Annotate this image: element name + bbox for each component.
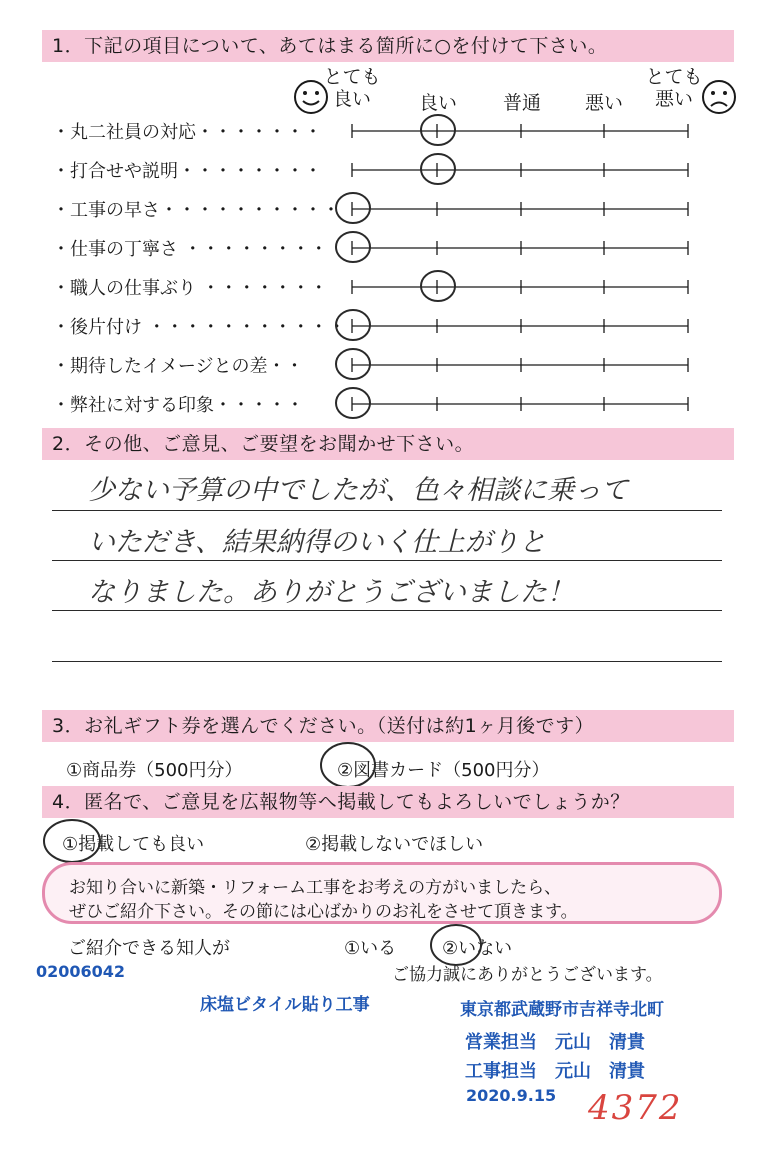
handwritten-number: 4372 [588,1088,683,1128]
construction-rep: 工事担当 元山 清貴 [465,1061,645,1082]
scale-normal: 普通 [502,92,541,114]
publish-option-no[interactable]: ②掲載しないでほしい [305,834,484,855]
rating-item-label: ・打合せや説明・・・・・・・・ [52,161,322,182]
referral-question: ご紹介できる知人が [68,938,230,959]
rating-selection-circle [421,271,455,301]
q1-title: 1．下記の項目について、あてはまる箇所に○を付けて下さい。 [42,30,734,62]
rating-selection-circle [421,154,455,184]
scale-very-bad: とても 悪い [645,66,703,110]
rating-selection-circle [336,349,370,379]
rating-item-label: ・職人の仕事ぶり ・・・・・・・ [52,278,328,299]
thanks-text: ご協力誠にありがとうございます。 [392,965,663,985]
rating-item-label: ・仕事の丁寧さ ・・・・・・・・ [52,239,328,260]
rating-item-label: ・工事の早さ・・・・・・・・・・ [52,200,340,221]
q4-title: 4．匿名で、ご意見を広報物等へ掲載してもよろしいでしょうか？ [42,786,734,818]
rating-selection-circle [336,232,370,262]
comment-line-1: 少ない予算の中でしたが、色々相談に乗って [88,475,628,506]
scale-good: 良い [418,92,457,114]
rating-item-label: ・期待したイメージとの差・・ [52,356,304,377]
rating-item-label: ・弊社に対する印象・・・・・ [52,395,304,416]
q3-title: 3．お礼ギフト券を選んでください。（送付は約1ヶ月後です） [42,710,734,742]
notice-line-1: お知り合いに新築・リフォーム工事をお考えの方がいましたら、 [69,878,562,898]
customer-code: 02006042 [36,962,126,981]
comment-rule [52,560,722,561]
publish-option-yes[interactable]: ①掲載しても良い [62,834,205,855]
work-type: 床塩ビタイル貼り工事 [200,995,370,1015]
survey-date: 2020.9.15 [466,1086,557,1105]
scale-bad: 悪い [584,92,623,114]
rating-item-label: ・後片付け ・・・・・・・・・・・ [52,317,346,338]
referral-option-yes[interactable]: ①いる [344,938,397,959]
comment-rule [52,661,722,662]
address: 東京都武蔵野市吉祥寺北町 [460,1000,664,1020]
sales-rep: 営業担当 元山 清貴 [465,1032,645,1053]
q2-title: 2．その他、ご意見、ご要望をお聞かせ下さい。 [42,428,734,460]
rating-item-label: ・丸二社員の対応・・・・・・・ [52,122,322,143]
gift-option-book-card[interactable]: ②図書カード（500円分） [337,760,550,781]
scale-very-good: とても 良い [323,66,381,110]
comment-rule [52,610,722,611]
rating-scales [0,0,783,430]
gift-option-product[interactable]: ①商品券（500円分） [66,760,243,781]
rating-selection-circle [336,193,370,223]
comment-line-2: いただき、結果納得のいく仕上がりと [88,527,546,558]
comment-line-3: なりました。ありがとうございました！ [88,577,574,608]
referral-notice [42,862,722,924]
notice-line-2: ぜひご紹介下さい。その節には心ばかりのお礼をさせて頂きます。 [69,902,578,922]
rating-selection-circle [421,115,455,145]
comment-rule [52,510,722,511]
referral-option-no[interactable]: ②いない [442,938,513,959]
rating-selection-circle [336,388,370,418]
rating-selection-circle [336,310,370,340]
